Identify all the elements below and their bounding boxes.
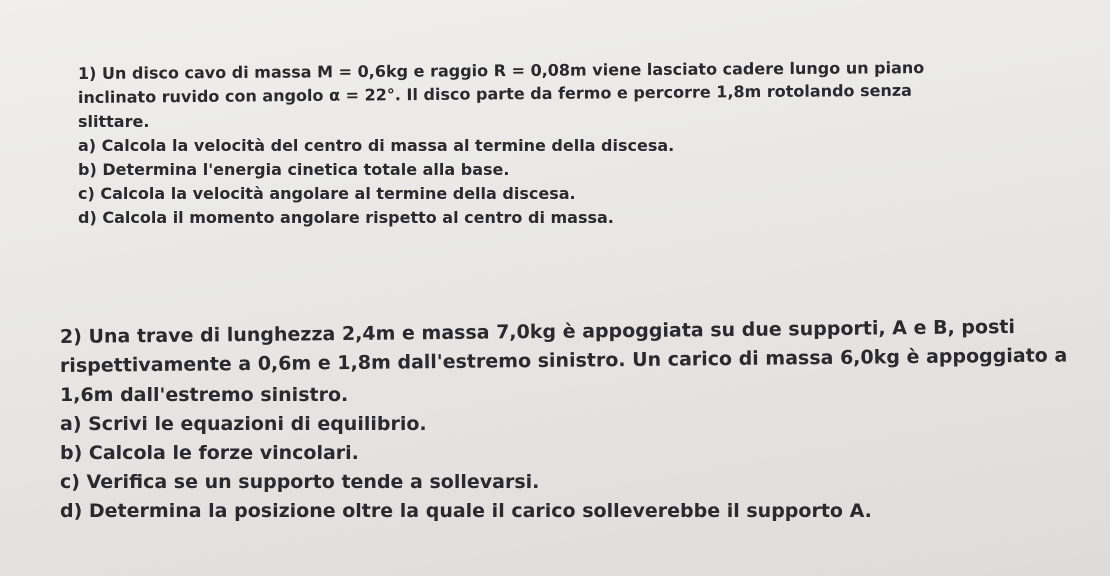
problem-2-question-a: a) Scrivi le equazioni di equilibrio. bbox=[60, 413, 427, 435]
problem-1-question-d: d) Calcola il momento angolare rispetto al centro di massa. bbox=[78, 208, 614, 227]
problem-2-question-c: c) Verifica se un supporto tende a sollevarsi. bbox=[60, 471, 540, 493]
problem-1-question-b: b) Determina l'energia cinetica totale alla base. bbox=[78, 160, 510, 179]
problem-1 bbox=[77, 58, 925, 230]
problem-1-statement-line-1: 1) Un disco cavo di massa M = 0,6kg e raggio R = 0,08m viene lasciato cadere lungo un piano bbox=[77, 58, 925, 83]
problem-2-statement-line-1: 2) Una trave di lunghezza 2,4m e massa 7,0kg è appoggiata su due supporti, A e B, posti bbox=[59, 316, 1016, 348]
problem-2 bbox=[59, 316, 1068, 526]
problem-2-question-d: d) Determina la posizione oltre la quale il carico solleverebbe il supporto A. bbox=[60, 500, 872, 522]
problem-2-statement-line-3: 1,6m dall'estremo sinistro. bbox=[60, 384, 349, 406]
problem-2-question-b: b) Calcola le forze vincolari. bbox=[60, 442, 359, 464]
problem-1-statement-line-2: inclinato ruvido con angolo α = 22°. Il disco parte da fermo e percorre 1,8m rotolando senza bbox=[77, 80, 913, 107]
problem-1-question-c: c) Calcola la velocità angolare al termine della discesa. bbox=[78, 184, 576, 203]
problem-2-statement-line-2: rispettivamente a 0,6m e 1,8m dall'estremo sinistro. Un carico di massa 6,0kg è appoggiato a bbox=[59, 344, 1068, 377]
problem-1-question-a: a) Calcola la velocità del centro di massa al termine della discesa. bbox=[78, 136, 675, 155]
problem-1-statement-line-3: slittare. bbox=[78, 112, 150, 131]
